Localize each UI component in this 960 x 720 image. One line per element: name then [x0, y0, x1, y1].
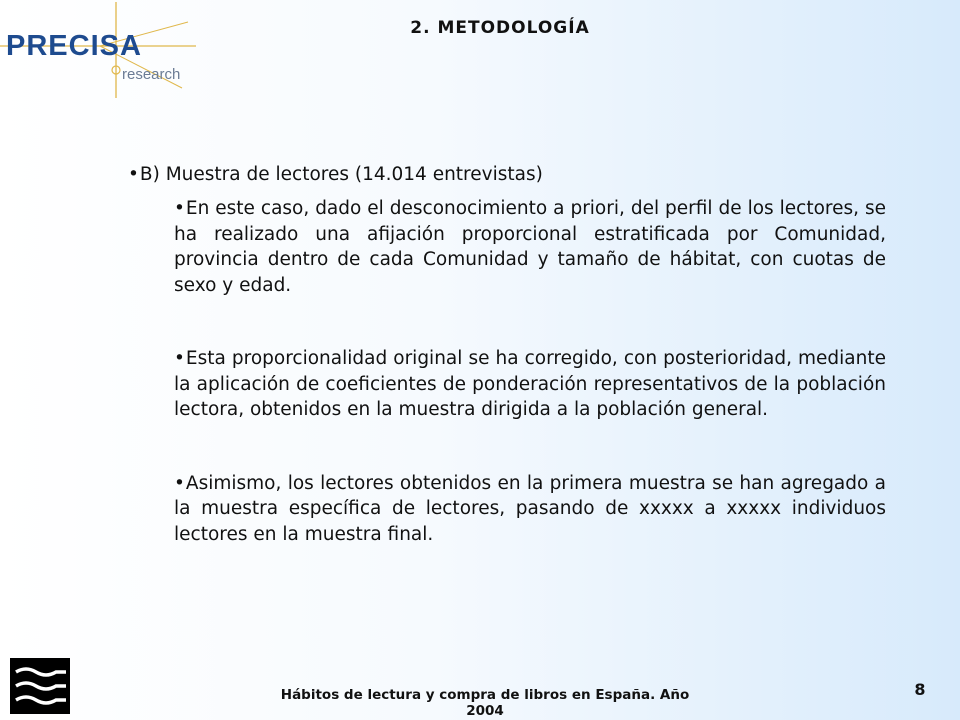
section-title: 2. METODOLOGÍA	[410, 18, 590, 38]
page-number: 8	[914, 680, 926, 699]
logo-wordmark: PRECISA	[6, 30, 142, 62]
footer-caption: Hábitos de lectura y compra de libros en España. Año 2004	[280, 687, 690, 719]
precisa-research-logo	[0, 0, 200, 100]
bullet-item-3: • Asimismo, los lectores obtenidos en la primera muestra se han agregado a la muestra específica de lectores, pasando de xxxxx a xxxxx individuos lectores en la muestra final.	[174, 471, 886, 548]
bullet-item-1: • En este caso, dado el desconocimiento a priori, del perfil de los lectores, se ha realizado una afijación proporcional estratificada por Comunidad, provincia dentro de cada Comunidad y tamaño de hábitat, con cuotas de sexo y edad.	[174, 196, 886, 298]
brand-mark-icon	[10, 658, 70, 714]
slide-content	[128, 162, 886, 595]
sample-heading: • B) Muestra de lectores (14.014 entrevistas)	[128, 162, 886, 188]
logo-subtitle: research	[122, 66, 181, 83]
bullet-item-2: • Esta proporcionalidad original se ha corregido, con posterioridad, mediante la aplicación de coeficientes de ponderación representativos de la población lectora, obtenidos en la muestra dirigida a la población general.	[174, 346, 886, 423]
